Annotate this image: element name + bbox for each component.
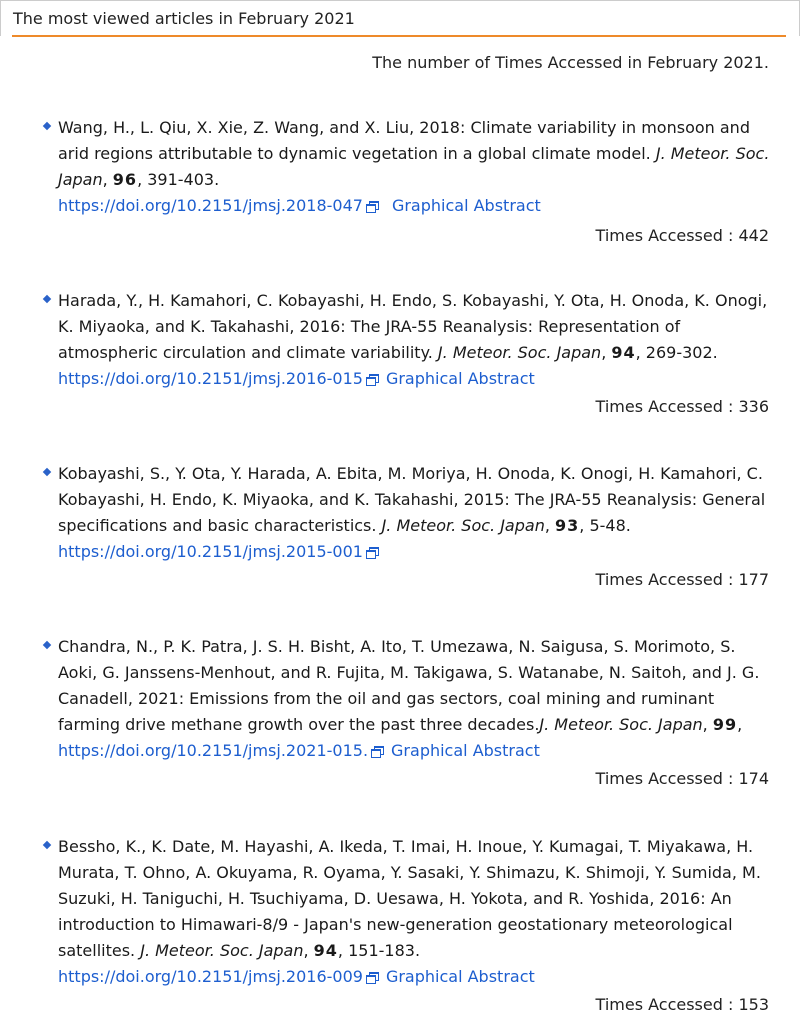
page-range: , 5-48.	[579, 516, 631, 535]
citation-text: Harada, Y., H. Kamahori, C. Kobayashi, H. Endo, S. Kobayashi, Y. Ota, H. Onoda, K. Onogi, K. Miyaoka, and K. Takahashi, 2016: The JRA-55 Reanalysis: Representation of atmospheric circulation and climate variability.	[58, 291, 768, 362]
article-item	[58, 634, 778, 764]
article-citation	[58, 288, 778, 366]
external-link-icon[interactable]	[366, 547, 378, 557]
citation-separator: ,	[702, 715, 713, 734]
article-links	[58, 539, 778, 565]
page-subtitle: The number of Times Accessed in February 2021.	[372, 53, 769, 72]
times-accessed-count: 174	[738, 769, 769, 788]
times-accessed-count: 336	[738, 397, 769, 416]
article-item	[58, 288, 778, 392]
page-range: , 391-403.	[137, 170, 220, 189]
graphical-abstract-link[interactable]: Graphical Abstract	[385, 967, 535, 986]
times-accessed	[596, 225, 769, 247]
doi-link[interactable]: https://doi.org/10.2151/jmsj.2018-047	[58, 196, 363, 215]
graphical-abstract-link[interactable]: Graphical Abstract	[391, 196, 541, 215]
citation-text: Wang, H., L. Qiu, X. Xie, Z. Wang, and X. Liu, 2018: Climate variability in monsoon and arid regions attributable to dynamic vegetation in a global climate model.	[58, 118, 750, 163]
times-accessed	[596, 768, 769, 790]
times-accessed-label: Times Accessed :	[595, 570, 739, 589]
article-citation	[58, 634, 778, 738]
times-accessed	[596, 569, 769, 591]
volume-number: 94	[611, 343, 636, 362]
doi-link[interactable]: https://doi.org/10.2151/jmsj.2021-015.	[58, 741, 369, 760]
journal-name: J. Meteor. Soc. Japan	[381, 516, 545, 535]
article-citation	[58, 834, 778, 964]
header-divider	[12, 35, 786, 37]
times-accessed-label: Times Accessed :	[595, 397, 739, 416]
citation-text: Kobayashi, S., Y. Ota, Y. Harada, A. Ebita, M. Moriya, H. Onoda, K. Onogi, H. Kamahori, C. Kobayashi, H. Endo, K. Miyaoka, and K. Takahashi, 2015: The JRA-55 Reanalysis: General specifications and basic characteristics.	[58, 464, 766, 535]
journal-name: J. Meteor. Soc. Japan	[539, 715, 703, 734]
external-link-icon[interactable]	[371, 746, 383, 756]
bullet-icon	[43, 295, 51, 303]
bullet-icon	[43, 468, 51, 476]
doi-link[interactable]: https://doi.org/10.2151/jmsj.2015-001	[58, 542, 363, 561]
article-links	[58, 193, 778, 219]
times-accessed-label: Times Accessed :	[595, 769, 739, 788]
graphical-abstract-link[interactable]: Graphical Abstract	[391, 741, 540, 760]
citation-separator: ,	[102, 170, 113, 189]
doi-link[interactable]: https://doi.org/10.2151/jmsj.2016-015	[58, 369, 363, 388]
page-range: , 151-183.	[337, 941, 421, 960]
page-range: , 269-302.	[635, 343, 718, 362]
volume-number: 94	[313, 941, 338, 960]
journal-name: J. Meteor. Soc. Japan	[140, 941, 304, 960]
times-accessed	[596, 396, 769, 418]
graphical-abstract-link[interactable]: Graphical Abstract	[385, 369, 535, 388]
article-citation	[58, 461, 778, 539]
bullet-icon	[43, 841, 51, 849]
article-links	[58, 738, 778, 764]
times-accessed-label: Times Accessed :	[595, 995, 739, 1014]
article-item	[58, 115, 778, 219]
citation-separator: ,	[601, 343, 612, 362]
times-accessed-count: 442	[738, 226, 769, 245]
times-accessed-count: 153	[738, 995, 769, 1014]
page-header	[0, 0, 800, 36]
page-range: ,	[737, 715, 743, 734]
article-item	[58, 834, 778, 990]
times-accessed	[596, 994, 769, 1016]
page-title: The most viewed articles in February 2021	[13, 9, 355, 28]
article-item	[58, 461, 778, 565]
volume-number: 93	[555, 516, 580, 535]
article-links	[58, 366, 778, 392]
doi-link[interactable]: https://doi.org/10.2151/jmsj.2016-009	[58, 967, 363, 986]
article-links	[58, 964, 778, 990]
citation-separator: ,	[544, 516, 555, 535]
journal-name: J. Meteor. Soc. Japan	[437, 343, 602, 362]
external-link-icon[interactable]	[366, 972, 378, 982]
external-link-icon[interactable]	[366, 201, 378, 211]
external-link-icon[interactable]	[366, 374, 378, 384]
volume-number: 99	[712, 715, 738, 734]
citation-separator: ,	[303, 941, 314, 960]
bullet-icon	[43, 641, 51, 649]
bullet-icon	[43, 122, 51, 130]
times-accessed-label: Times Accessed :	[595, 226, 739, 245]
article-citation	[58, 115, 778, 193]
times-accessed-count: 177	[738, 570, 769, 589]
journal-name: J. Meteor. Soc. Japan	[58, 144, 770, 189]
citation-text: Bessho, K., K. Date, M. Hayashi, A. Ikeda, T. Imai, H. Inoue, Y. Kumagai, T. Miyakawa, H. Murata, T. Ohno, A. Okuyama, R. Oyama, Y. Sasaki, Y. Shimazu, K. Shimoji, Y. Sumida, M. Suzuki, H. Taniguchi, H. Tsuchiyama, D. Uesawa, H. Yokota, and R. Yoshida, 2016: An introduction to Himawari-8/9 - Japan's new-generation geostationary meteorological satellites.	[58, 837, 761, 960]
citation-text: Chandra, N., P. K. Patra, J. S. H. Bisht, A. Ito, T. Umezawa, N. Saigusa, S. Morimoto, S. Aoki, G. Janssens-Menhout, and R. Fujita, M. Takigawa, S. Watanabe, N. Saitoh, and J. G. Canadell, 2021: Emissions from the oil and gas sectors, coal mining and ruminant farming drive methane growth over the past three decades.	[58, 637, 760, 734]
volume-number: 96	[112, 170, 138, 189]
